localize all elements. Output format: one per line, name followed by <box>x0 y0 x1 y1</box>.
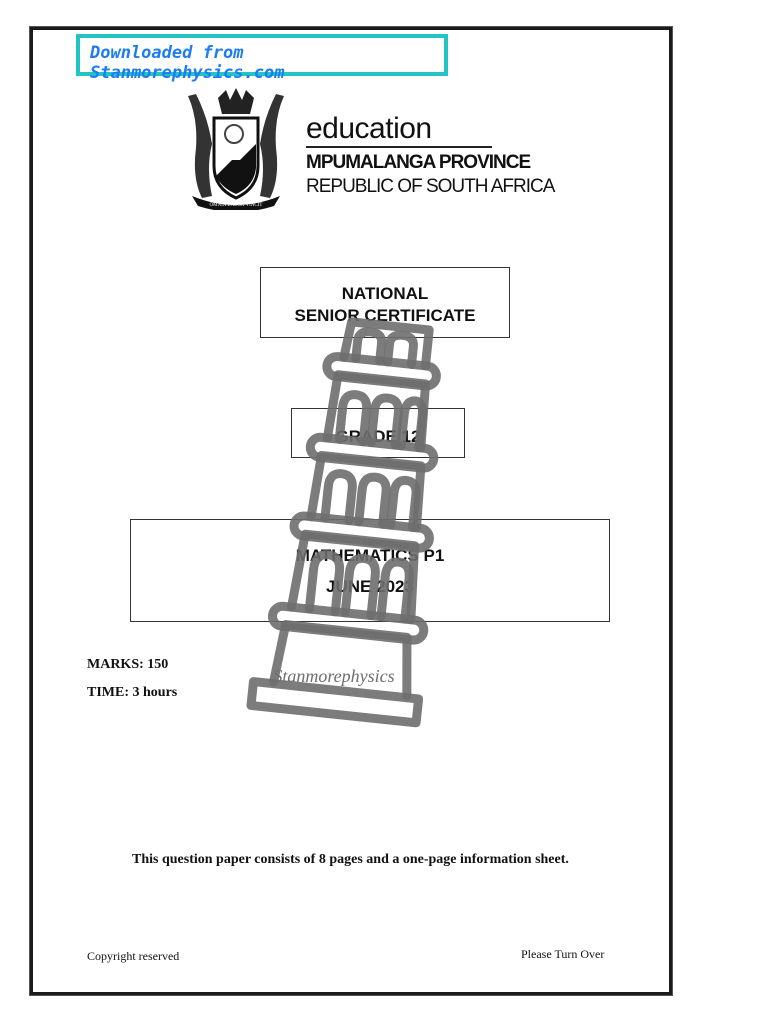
coat-of-arms-logo <box>178 88 294 210</box>
exam-date: JUNE 2023 <box>326 577 414 596</box>
paper-note: This question paper consists of 8 pages and a one-page information sheet. <box>132 852 569 867</box>
country-name: REPUBLIC OF SOUTH AFRICA <box>306 176 555 197</box>
subject-box <box>130 519 610 622</box>
watermark-text: Stanmorephysics <box>273 666 395 686</box>
download-banner-text[interactable]: Downloaded from Stanmorephysics.com <box>90 43 285 83</box>
crest-motto: OMNIA LABOR VINCIT <box>209 203 263 208</box>
certificate-box <box>260 267 510 338</box>
time: TIME: 3 hours <box>87 685 178 700</box>
province-name: MPUMALANGA PROVINCE <box>306 152 531 173</box>
department-name: education <box>306 112 432 145</box>
copyright: Copyright reserved <box>87 949 180 963</box>
please-turn-over: Please Turn Over <box>521 947 605 961</box>
grade-box <box>291 408 465 458</box>
header-divider <box>306 146 492 148</box>
marks: MARKS: 150 <box>87 657 169 672</box>
certificate-line1: NATIONAL <box>341 284 429 303</box>
certificate-line2: SENIOR CERTIFICATE <box>294 306 476 325</box>
download-banner[interactable] <box>76 34 448 83</box>
subject-name: MATHEMATICS P1 <box>295 546 445 565</box>
grade-label: GRADE 12 <box>335 427 421 446</box>
